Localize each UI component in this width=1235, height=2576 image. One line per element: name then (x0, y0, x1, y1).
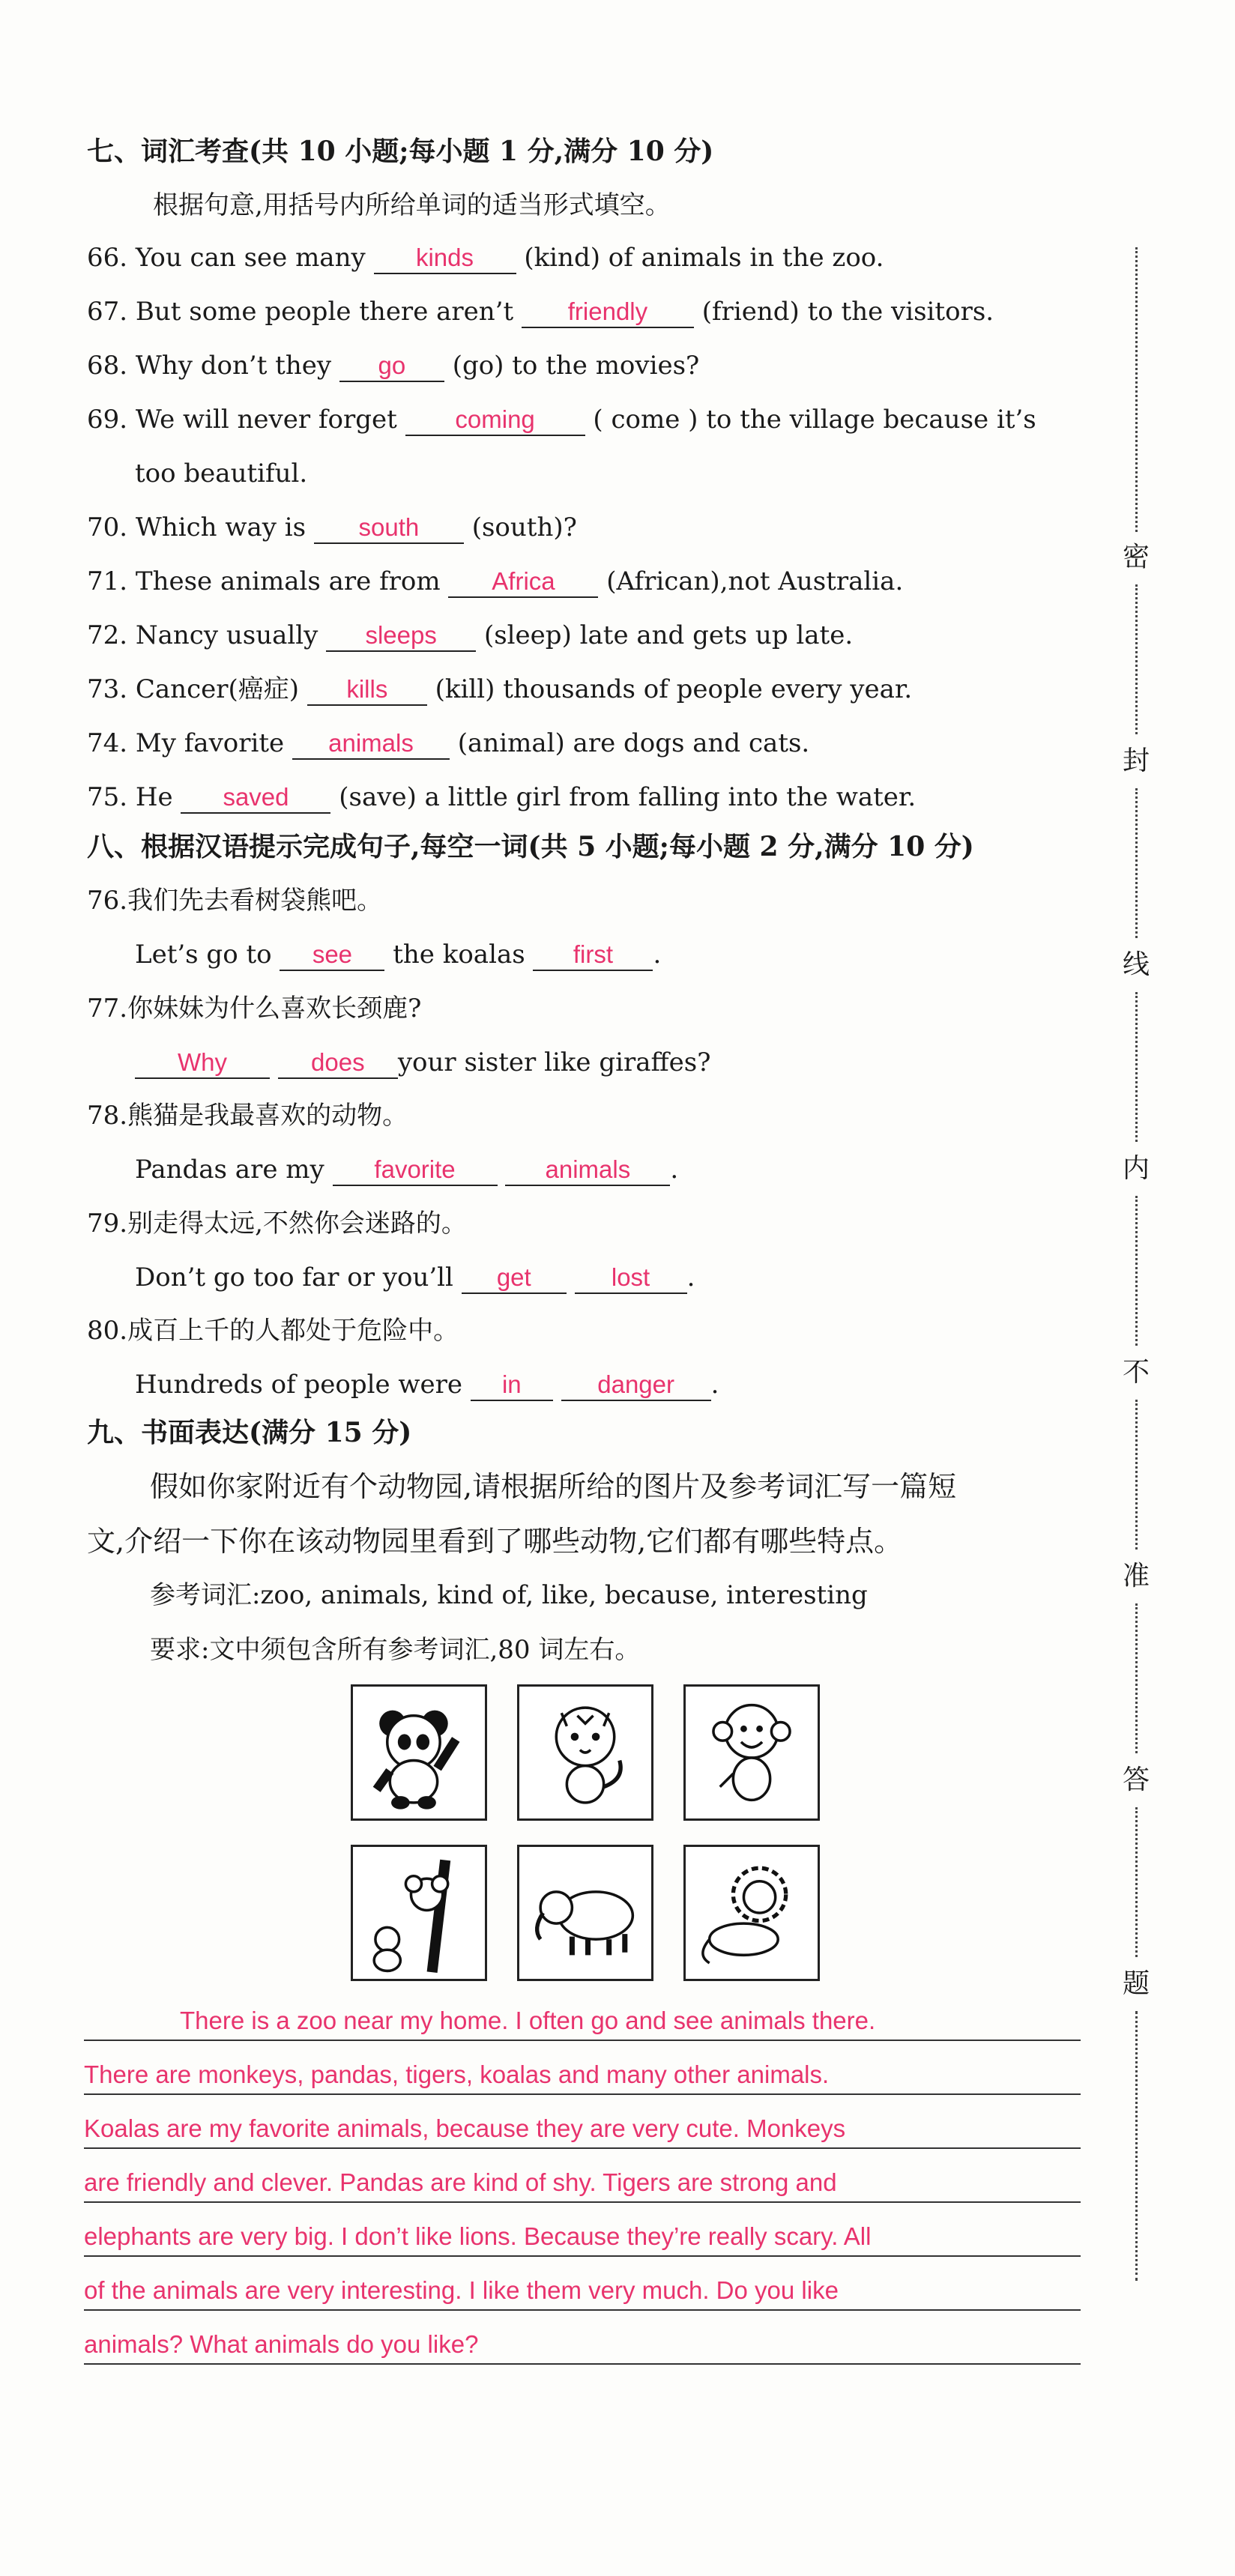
vocab-question: 70. Which way is south (south)? (87, 513, 577, 542)
answer-text: kinds (415, 244, 474, 271)
answer-text: favorite (374, 1155, 456, 1183)
answer-text: Why (178, 1048, 227, 1076)
answer-text: get (496, 1263, 531, 1291)
answer-blank (448, 566, 598, 598)
translation-answer-line: Why does your sister like giraffes? (135, 1046, 710, 1079)
essay-prompt-line1: 假如你家附近有个动物园,请根据所给的图片及参考词汇写一篇短 (150, 1470, 957, 1503)
seal-char: 题 (1123, 1968, 1150, 1999)
answer-blank (374, 243, 516, 274)
essay-line: are friendly and clever. Pandas are kind of shy. Tigers are strong and (84, 2164, 1081, 2203)
answer-text: south (358, 513, 420, 541)
seal-dotted-line (1135, 1196, 1138, 1346)
answer-blank (339, 351, 444, 382)
translation-answer-line: Hundreds of people were in danger . (135, 1370, 719, 1400)
elephant-icon (517, 1845, 653, 1981)
koala-icon (351, 1845, 487, 1981)
translation-question-cn: 77.你妹妹为什么喜欢长颈鹿? (87, 994, 422, 1024)
vocab-question: 67. But some people there aren’t friendly (friend) to the visitors. (87, 297, 994, 327)
answer-blank (307, 674, 427, 706)
seal-dotted-line (1135, 1603, 1138, 1753)
answer-blank (278, 1047, 398, 1079)
monkey-icon (683, 1684, 820, 1821)
seal-char: 线 (1123, 949, 1150, 980)
essay-prompt-line2: 文,介绍一下你在该动物园里看到了哪些动物,它们都有哪些特点。 (87, 1525, 903, 1558)
essay-line: of the animals are very interesting. I like them very much. Do you like (84, 2272, 1081, 2311)
essay-requirement: 要求:文中须包含所有参考词汇,80 词左右。 (150, 1635, 641, 1665)
seal-char: 不 (1123, 1357, 1150, 1388)
translation-question-cn: 80.成百上千的人都处于危险中。 (87, 1316, 459, 1346)
essay-line: elephants are very big. I don’t like lions. Because they’re really scary. All (84, 2218, 1081, 2257)
translation-question-cn: 79.别走得太远,不然你会迷路的。 (87, 1209, 467, 1239)
answer-blank (405, 405, 585, 436)
answer-blank (135, 1047, 270, 1079)
vocab-question: 72. Nancy usually sleeps (sleep) late and gets up late. (87, 620, 854, 650)
seal-dotted-line (1135, 788, 1138, 938)
translation-question-cn: 78.熊猫是我最喜欢的动物。 (87, 1101, 408, 1131)
seal-dotted-line (1135, 247, 1138, 532)
answer-text: in (501, 1370, 522, 1398)
answer-blank (462, 1263, 567, 1294)
answer-text: sleeps (365, 621, 437, 649)
vocab-question: 71. These animals are from Africa (African),not Australia. (87, 566, 904, 596)
vocab-question: 68. Why don’t they go (go) to the movies? (87, 351, 700, 381)
section8-title: 八、根据汉语提示完成句子,每空一词(共 5 小题;每小题 2 分,满分 10 分) (87, 831, 974, 862)
seal-char: 封 (1123, 746, 1150, 776)
answer-blank (533, 940, 653, 971)
answer-blank (471, 1370, 553, 1401)
lion-icon (683, 1845, 820, 1981)
seal-char: 答 (1123, 1765, 1150, 1795)
answer-blank (333, 1155, 498, 1186)
answer-blank (561, 1370, 711, 1401)
answer-text: does (311, 1048, 365, 1076)
seal-char: 内 (1123, 1153, 1150, 1184)
answer-blank (292, 728, 450, 760)
seal-char: 准 (1123, 1561, 1150, 1591)
seal-dotted-line (1135, 2011, 1138, 2281)
seal-dotted-line (1135, 1400, 1138, 1549)
essay-line: Koalas are my favorite animals, because they are very cute. Monkeys (84, 2110, 1081, 2149)
vocab-question: 69. We will never forget coming ( come ) to the village because it’s (87, 405, 1036, 435)
answer-text: lost (611, 1263, 650, 1291)
seal-dotted-line (1135, 584, 1138, 734)
essay-line: There are monkeys, pandas, tigers, koalas and many other animals. (84, 2056, 1081, 2095)
essay-line: animals? What animals do you like? (84, 2326, 1081, 2365)
answer-text: animals (545, 1155, 631, 1183)
section9-title: 九、书面表达(满分 15 分) (87, 1417, 412, 1448)
answer-blank (522, 297, 694, 328)
seal-char: 密 (1123, 542, 1150, 572)
seal-dotted-line (1135, 992, 1138, 1142)
tiger-icon (517, 1684, 653, 1821)
vocab-question-continued: too beautiful. (135, 459, 308, 489)
translation-answer-line: Let’s go to see the koalas first . (135, 940, 662, 970)
section7-instruction: 根据句意,用括号内所给单词的适当形式填空。 (153, 190, 671, 220)
answer-text: saved (223, 783, 289, 811)
answer-blank (314, 513, 464, 544)
translation-answer-line: Don’t go too far or you’ll get lost . (135, 1263, 695, 1292)
answer-text: kills (346, 675, 388, 703)
answer-blank (181, 782, 330, 814)
panda-icon (351, 1684, 487, 1821)
translation-question-cn: 76.我们先去看树袋熊吧。 (87, 886, 383, 916)
answer-text: first (573, 940, 614, 968)
answer-text: coming (455, 405, 535, 433)
answer-blank (280, 940, 384, 971)
answer-blank (505, 1155, 670, 1186)
vocab-question: 73. Cancer(癌症) kills (kill) thousands of people every year. (87, 674, 913, 704)
seal-dotted-line (1135, 1807, 1138, 1957)
vocab-reference: 参考词汇:zoo, animals, kind of, like, because, interesting (150, 1580, 868, 1610)
answer-text: go (378, 351, 406, 379)
essay-line: There is a zoo near my home. I often go and see animals there. (84, 2002, 1081, 2041)
answer-text: friendly (567, 297, 648, 325)
vocab-question: 66. You can see many kinds (kind) of animals in the zoo. (87, 243, 884, 273)
answer-blank (575, 1263, 687, 1294)
section7-title: 七、词汇考查(共 10 小题;每小题 1 分,满分 10 分) (87, 136, 714, 167)
answer-text: danger (597, 1370, 674, 1398)
answer-text: animals (328, 729, 414, 757)
answer-text: Africa (492, 567, 555, 595)
answer-text: see (312, 940, 353, 968)
answer-blank (326, 620, 476, 652)
vocab-question: 74. My favorite animals (animal) are dogs and cats. (87, 728, 810, 758)
translation-answer-line: Pandas are my favorite animals . (135, 1155, 679, 1185)
vocab-question: 75. He saved (save) a little girl from falling into the water. (87, 782, 917, 812)
